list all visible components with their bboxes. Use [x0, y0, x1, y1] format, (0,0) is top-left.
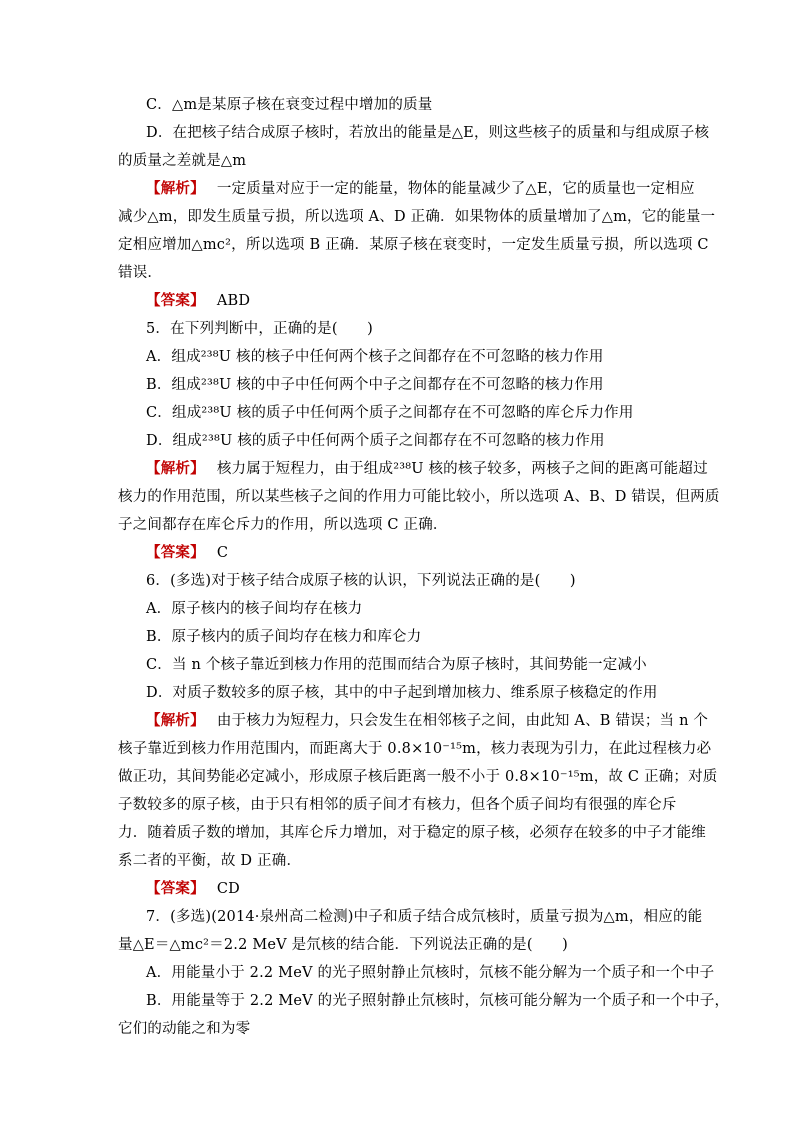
analysis-q4 — [146, 180, 695, 198]
analysis-q6-line: 力．随着质子数的增加，其库仑斥力增加，对于稳定的原子核，必须存在较多的中子才能维 — [118, 825, 706, 841]
question-7-cont: 量△E＝△mc²＝2.2 MeV 是氘核的结合能．下列说法正确的是( ) — [118, 937, 568, 953]
analysis-text: 核力属于短程力，由于组成²³⁸U 核的核子较多，两核子之间的距离可能超过 — [216, 461, 708, 477]
analysis-tag: 【解析】 — [146, 712, 205, 729]
option-a-q6: A．原子核内的核子间均存在核力 — [146, 601, 363, 617]
answer-q4 — [146, 292, 250, 310]
question-5: 5．在下列判断中，正确的是( ) — [146, 321, 373, 337]
answer-text: ABD — [216, 293, 251, 309]
option-d-q6: D．对质子数较多的原子核，其中的中子起到增加核力、维系原子核稳定的作用 — [146, 685, 658, 701]
analysis-q4-line: 定相应增加△mc²，所以选项 B 正确．某原子核在衰变时，一定发生质量亏损，所以选项 C — [118, 237, 709, 253]
option-a-q7: A．用能量小于 2.2 MeV 的光子照射静止氘核时，氘核不能分解为一个质子和一个中子 — [146, 965, 715, 981]
analysis-q5 — [146, 460, 708, 478]
analysis-q5-line: 核力的作用范围，所以某些核子之间的作用力可能比较小，所以选项 A、B、D 错误，但两质 — [118, 489, 720, 505]
option-a-q5: A．组成²³⁸U 核的核子中任何两个核子之间都存在不可忽略的核力作用 — [146, 349, 604, 365]
analysis-q4-line: 错误． — [118, 265, 163, 281]
answer-tag: 【答案】 — [146, 292, 205, 309]
question-6: 6．(多选)对于核子结合成原子核的认识，下列说法正确的是( ) — [146, 573, 576, 589]
analysis-q6 — [146, 712, 708, 730]
analysis-q6-line: 子数较多的原子核，由于只有相邻的质子间才有核力，但各个质子间均有很强的库仑斥 — [118, 797, 677, 813]
analysis-text: 一定质量对应于一定的能量，物体的能量减少了△E，它的质量也一定相应 — [216, 181, 695, 197]
option-d-q5: D．组成²³⁸U 核的质子中任何两个质子之间都存在不可忽略的核力作用 — [146, 433, 605, 449]
option-c-q5: C．组成²³⁸U 核的质子中任何两个质子之间都存在不可忽略的库仑斥力作用 — [146, 405, 634, 421]
answer-text: C — [216, 545, 229, 561]
analysis-q5-line: 子之间都存在库仑斥力的作用，所以选项 C 正确． — [118, 517, 448, 533]
answer-tag: 【答案】 — [146, 880, 205, 897]
option-b-q6: B．原子核内的质子间均存在核力和库仑力 — [146, 629, 422, 645]
option-c-q4: C．△m是某原子核在衰变过程中增加的质量 — [146, 97, 433, 113]
answer-q5 — [146, 544, 228, 562]
answer-text: CD — [216, 881, 240, 897]
option-d-q4: D．在把核子结合成原子核时，若放出的能量是△E，则这些核子的质量和与组成原子核 — [146, 125, 710, 141]
option-b-q7: B．用能量等于 2.2 MeV 的光子照射静止氘核时，氘核可能分解为一个质子和一个中子， — [146, 993, 730, 1009]
option-c-q6: C．当 n 个核子靠近到核力作用的范围而结合为原子核时，其间势能一定减小 — [146, 657, 647, 673]
analysis-tag: 【解析】 — [146, 460, 205, 477]
option-b-q7-cont: 它们的动能之和为零 — [118, 1021, 251, 1037]
option-b-q5: B．组成²³⁸U 核的中子中任何两个中子之间都存在不可忽略的核力作用 — [146, 377, 604, 393]
answer-q6 — [146, 880, 240, 898]
analysis-q6-line: 核子靠近到核力作用范围内，而距离大于 0.8×10⁻¹⁵m，核力表现为引力，在此过程核力必 — [118, 741, 712, 757]
analysis-tag: 【解析】 — [146, 180, 205, 197]
analysis-q4-line: 减少△m，即发生质量亏损，所以选项 A、D 正确．如果物体的质量增加了△m，它的能量一 — [118, 209, 716, 225]
option-d-q4-cont: 的质量之差就是△m — [118, 153, 247, 169]
analysis-text: 由于核力为短程力，只会发生在相邻核子之间，由此知 A、B 错误；当 n 个 — [216, 713, 709, 729]
analysis-q6-line: 做正功，其间势能必定减小，形成原子核后距离一般不小于 0.8×10⁻¹⁵m，故 C 正确；对质 — [118, 769, 718, 785]
analysis-q6-line: 系二者的平衡，故 D 正确． — [118, 853, 302, 869]
answer-tag: 【答案】 — [146, 544, 205, 561]
question-7: 7．(多选)(2014·泉州高二检测)中子和质子结合成氘核时，质量亏损为△m，相应的能 — [146, 909, 703, 925]
